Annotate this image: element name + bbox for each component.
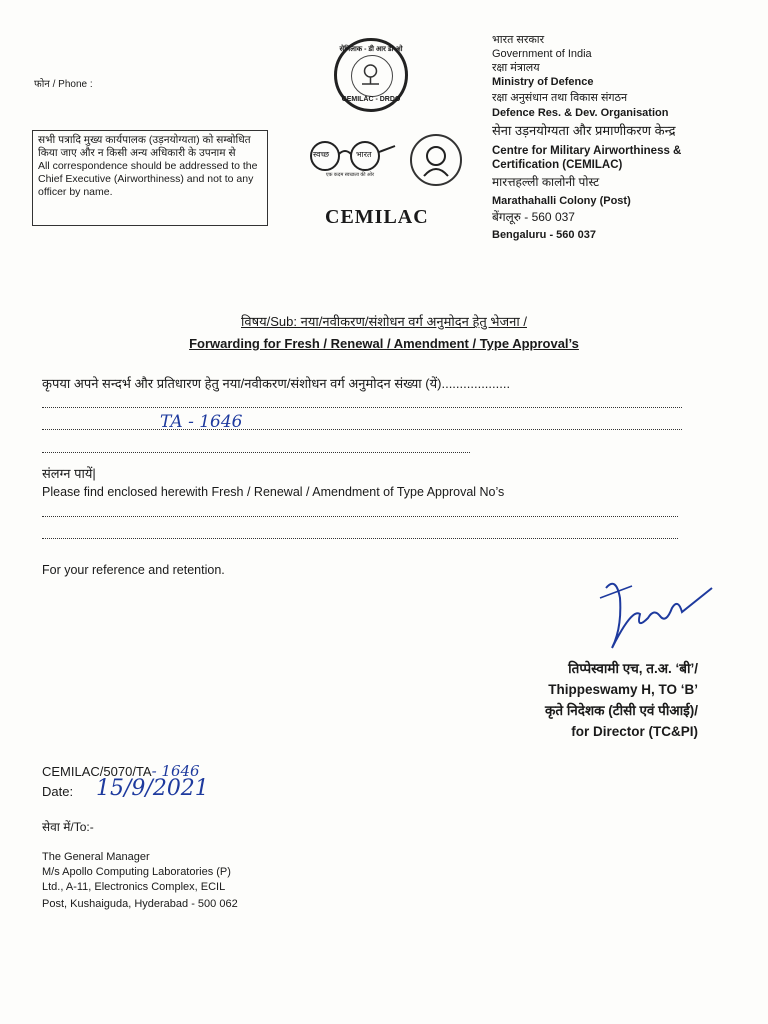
subject-english: Forwarding for Fresh / Renewal / Amendment / Type Approval’s	[189, 336, 579, 351]
address-line-2: Government of India	[492, 48, 592, 60]
recipient-line-2: M/s Apollo Computing Laboratories (P)	[42, 866, 231, 878]
address-line-9: Certification (CEMILAC)	[492, 159, 623, 171]
recipient-line-4: Post, Kushaiguda, Hyderabad - 500 062	[42, 898, 238, 910]
address-line-1: भारत सरकार	[492, 34, 545, 46]
address-line-8: Centre for Military Airworthiness &	[492, 145, 682, 157]
notice-english: All correspondence should be addressed to the Chief Executive (Airworthiness) and not to any officer by name.	[38, 160, 258, 198]
subject-hindi: विषय/Sub: नया/नवीकरण/संशोधन वर्ग अनुमोदन हेतु भेजना /	[241, 314, 527, 329]
to-label: सेवा में/To:-	[42, 820, 94, 834]
address-line-11: Marathahalli Colony (Post)	[492, 195, 631, 207]
girl-child-logo	[410, 134, 462, 186]
signatory-for-hindi: कृते निदेशक (टीसी एवं पीआई)/	[545, 703, 698, 718]
body-request-hindi: कृपया अपने सन्दर्भ और प्रतिधारण हेतु नया/नवीकरण/संशोधन वर्ग अनुमोदन संख्या (यें)...................	[42, 376, 511, 391]
dotted-line	[42, 406, 682, 408]
cemilac-logo-text: CEMILAC	[325, 206, 429, 228]
address-line-4: Ministry of Defence	[492, 76, 594, 88]
reference-line: For your reference and retention.	[42, 563, 225, 577]
dotted-line	[42, 428, 682, 430]
enclosed-hindi: संलग्न पायें|	[42, 466, 96, 481]
file-number-handwritten: - 1646	[151, 762, 200, 780]
dotted-line	[42, 515, 678, 517]
address-line-12: बेंगलूरु - 560 037	[492, 210, 575, 224]
date-label: Date:	[42, 784, 74, 799]
signatory-block	[545, 658, 698, 742]
recipient-line-3: Ltd., A-11, Electronics Complex, ECIL	[42, 881, 226, 893]
swachh-right-text: भारत	[356, 150, 372, 159]
drdo-seal-logo	[334, 38, 408, 112]
recipient-line-1: The General Manager	[42, 851, 150, 863]
recipient-address	[42, 850, 238, 912]
address-line-10: मारत्तहल्ली कालोनी पोस्ट	[492, 175, 600, 189]
swachh-caption: एक कदम स्वच्छता की ओर	[325, 172, 375, 178]
swachh-bharat-logo	[303, 138, 399, 174]
address-line-13: Bengaluru - 560 037	[492, 229, 596, 241]
handwritten-ta-number: TA - 1646	[160, 412, 243, 432]
phone-label: फोन / Phone :	[34, 79, 93, 90]
signatory-for-english: for Director (TC&PI)	[571, 724, 698, 739]
dotted-line	[42, 537, 678, 539]
address-line-3: रक्षा मंत्रालय	[492, 62, 540, 74]
date-handwritten: 15/9/2021	[96, 776, 209, 801]
emblem-icon	[351, 55, 393, 97]
enclosed-english: Please find enclosed herewith Fresh / Renewal / Amendment of Type Approval No’s	[42, 485, 505, 499]
swachh-left-text: स्वच्छ	[313, 150, 330, 159]
signatory-name-english: Thippeswamy H, TO ‘B’	[548, 682, 698, 697]
file-number-prefix: CEMILAC/5070/TA	[42, 764, 152, 779]
signature-icon	[592, 568, 722, 663]
correspondence-notice-box	[32, 130, 268, 226]
address-line-6: Defence Res. & Dev. Organisation	[492, 107, 669, 119]
notice-hindi: सभी पत्रादि मुख्य कार्यपालक (उड़नयोग्यता) को सम्बोधित किया जाए और न किसी अन्य अधिकारी के उपनाम से	[38, 134, 251, 159]
address-line-5: रक्षा अनुसंधान तथा विकास संगठन	[492, 92, 628, 104]
signatory-name-hindi: तिप्पेस्वामी एच, त.अ. ‘बी’/	[568, 661, 698, 676]
dotted-line	[42, 451, 470, 453]
seal-top-text: सेमिलाक - डी आर डी ओ	[339, 46, 403, 53]
seal-bottom-text: CEMILAC - DRDO	[341, 96, 401, 103]
address-line-7: सेना उड़नयोग्यता और प्रमाणीकरण केन्द्र	[492, 123, 676, 138]
